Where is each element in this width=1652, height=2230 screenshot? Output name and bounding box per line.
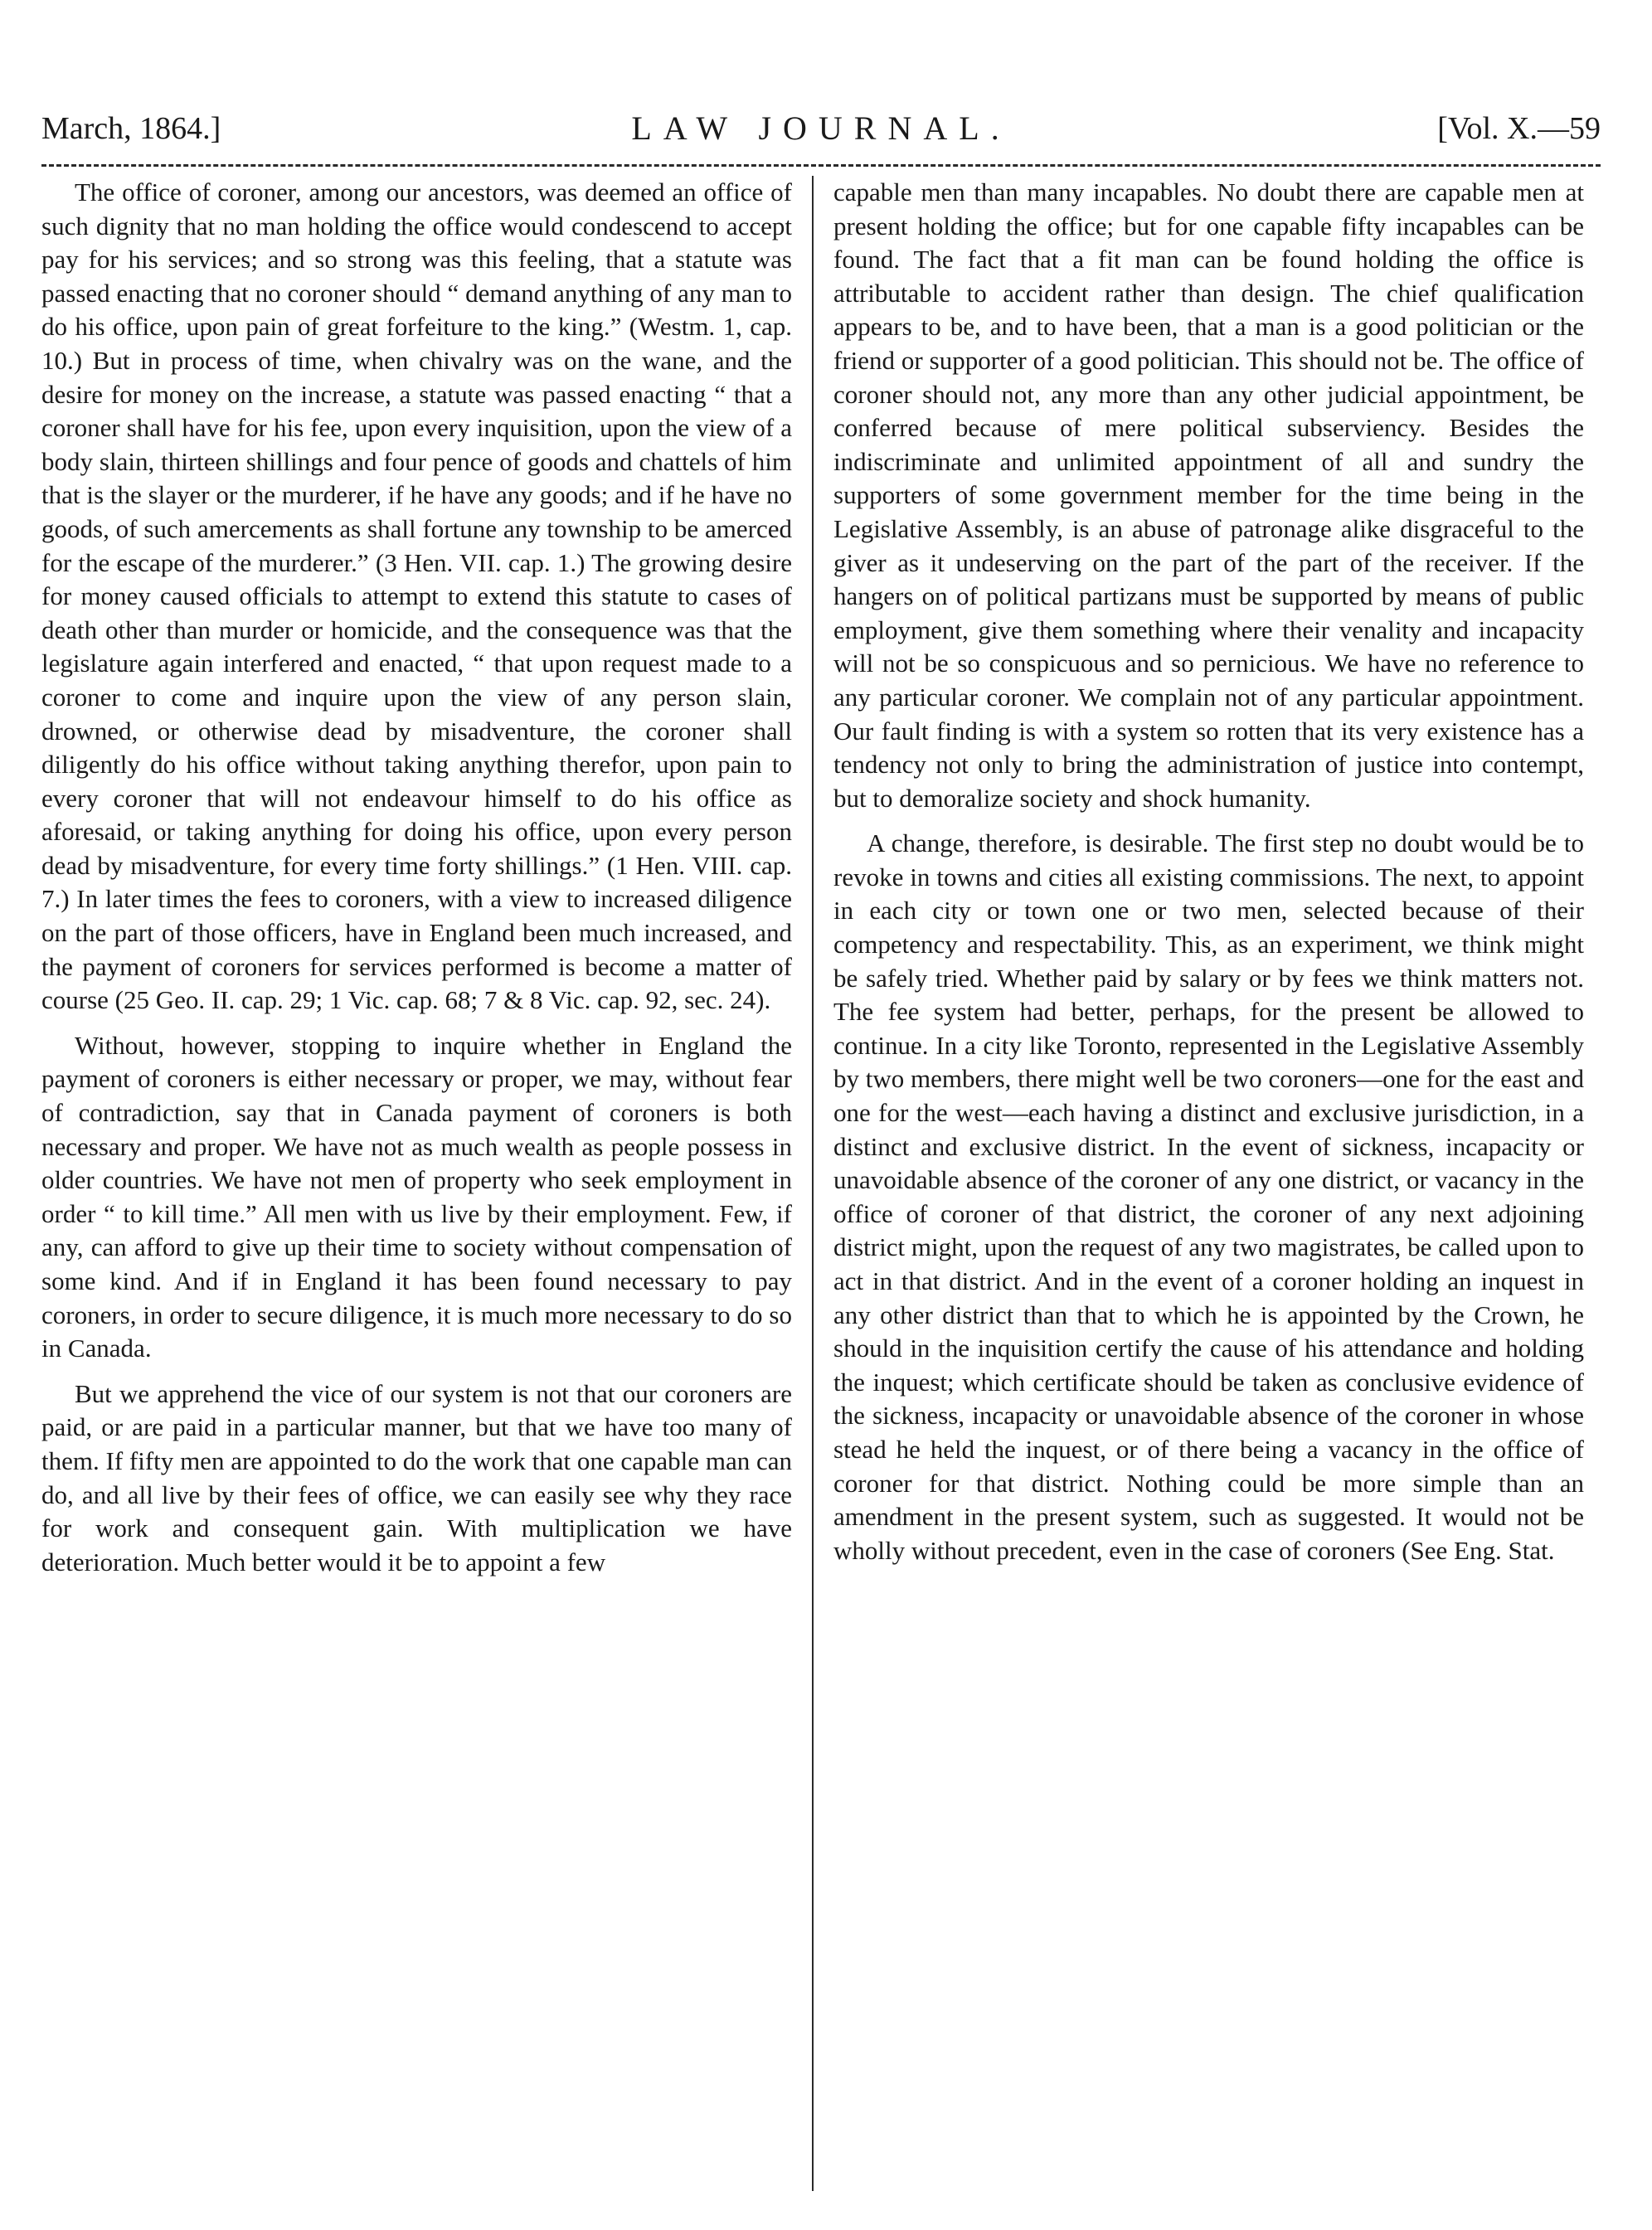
- paragraph: Without, however, stopping to inquire whether in England the payment of coroners is either necessary or proper, we may, without fear of contradiction, say that in Canada payment of coroners is both necessary and proper. We have not as much wealth as people possess in older countries. We have not men of property who seek employment in order “ to kill time.” All men with us live by their employment. Few, if any, can afford to give up their time to society without compensation of some kind. And if in England it has been found necessary to pay coroners, in order to secure diligence, it is much more necessary to do so in Canada.: [41, 1030, 792, 1363]
- journal-title: LAW JOURNAL.: [631, 109, 1011, 147]
- column-divider: [812, 176, 814, 2191]
- volume-page: [Vol. X.—59: [1437, 111, 1601, 146]
- header-rule: [41, 164, 1601, 167]
- paragraph: The office of coroner, among our ancestors, was deemed an office of such dignity that no man holding the office would condescend to accept pay for his services; and so strong was this feeling, that a statute was passed enacting that no coroner should “ demand anything of any man to do his office, upon pain of great forfeiture to the king.” (Westm. 1, cap. 10.) But in process of time, when chivalry was on the wane, and the desire for money on the increase, a statute was passed enacting “ that a coroner shall have for his fee, upon every inquisition, upon the view of a body slain, thirteen shillings and four pence of goods and chattels of him that is the slayer or the murderer, if he have any goods; and if he have no goods, of such amercements as shall fortune any township to be amerced for the escape of the murderer.” (3 Hen. VII. cap. 1.) The growing desire for money caused officials to attempt to extend this statute to cases of death other than murder or homicide, and the consequence was that the legislature again interfered and enacted, “ that upon request made to a coroner to come and inquire upon the view of any person slain, drowned, or otherwise dead by misadventure, the coroner shall diligently do his office without taking anything therefor, upon pain to every coroner that will not endeavour himself to do his office as aforesaid, or taking anything for doing his office, upon every person dead by misadventure, for every time forty shillings.” (1 Hen. VIII. cap. 7.) In later times the fees to coroners, with a view to increased diligence on the part of those officers, have in England been much increased, and the payment of coroners for services performed is become a matter of course (25 Geo. II. cap. 29; 1 Vic. cap. 68; 7 & 8 Vic. cap. 92, sec. 24).: [41, 177, 792, 1015]
- paragraph: capable men than many incapables. No doubt there are capable men at present holding the office; but for one capable fifty incapables can be found. The fact that a fit man can be found holding the office is attributable to accident rather than design. The chief qualification appears to be, and to have been, that a man is a good politician or the friend or supporter of a good politician. This should not be. The office of coroner should not, any more than any other judicial appointment, be conferred because of mere political subserviency. Besides the indiscriminate and unlimited appointment of all and sundry the supporters of some government member for the time being in the Legislative Assembly, is an abuse of patronage alike disgraceful to the giver as it undeserving on the part of the part of the receiver. If the hangers on of political partizans must be supported by means of public employment, give them something where their venality and incapacity will not be so conspicuous and so pernicious. We have no reference to any particular coroner. We complain not of any particular appointment. Our fault finding is with a system so rotten that its very existence has a tendency not only to bring the administration of justice into contempt, but to demoralize society and shock humanity.: [833, 177, 1584, 813]
- page-header: [41, 100, 1601, 158]
- issue-date: March, 1864.]: [41, 111, 221, 146]
- paragraph: But we apprehend the vice of our system is not that our coroners are paid, or are paid in a particular manner, but that we have too many of them. If fifty men are appointed to do the work that one capable man can do, and all live by their fees of office, we can easily see why they race for work and consequent gain. With multiplication we have deterioration. Much better would it be to appoint a few: [41, 1378, 792, 1577]
- right-column: [833, 176, 1584, 2191]
- journal-page: [41, 100, 1601, 2198]
- left-column: [41, 176, 792, 2191]
- paragraph: A change, therefore, is desirable. The first step no doubt would be to revoke in towns and cities all existing commissions. The next, to appoint in each city or town one or two men, selected because of their competency and respectability. This, as an experiment, we think might be safely tried. Whether paid by salary or by fees we think matters not. The fee system had better, perhaps, for the present be allowed to continue. In a city like Toronto, represented in the Legislative Assembly by two members, there might well be two coroners—one for the east and one for the west—each having a distinct and exclusive jurisdiction, in a distinct and exclusive district. In the event of sickness, incapacity or unavoidable absence of the coroner of any one district, or vacancy in the office of coroner of that district, the coroner of any next adjoining district might, upon the request of any two magistrates, be called upon to act in that district. And in the event of a coroner holding an inquest in any other district than that to which he is appointed by the Crown, he should in the inquisition certify the cause of his attendance and holding the inquest; which certificate should be taken as conclusive evidence of the sickness, incapacity or unavoidable absence of the coroner in whose stead he held the inquest, or of there being a vacancy in the office of coroner for that district. Nothing could be more simple than an amendment in the present system, such as suggested. It would not be wholly without precedent, even in the case of coroners (See Eng. Stat.: [833, 828, 1584, 1565]
